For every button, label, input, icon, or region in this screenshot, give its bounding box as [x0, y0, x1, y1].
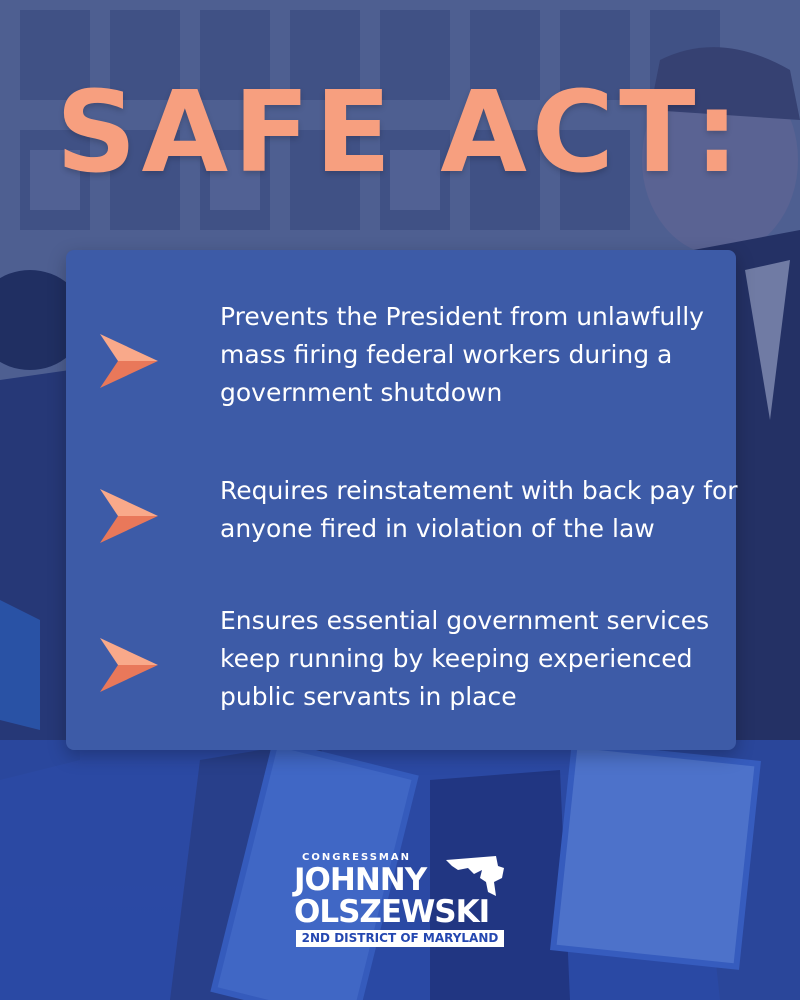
chevron-right-icon — [100, 638, 158, 692]
bullet-text: Prevents the President from unlawfully mass firing federal workers during a government shutdown — [220, 302, 704, 407]
logo-last-name: OLSZEWSKI — [294, 894, 490, 930]
bullet-text: Requires reinstatement with back pay for anyone fired in violation of the law — [220, 476, 738, 543]
logo-first-name: JOHNNY — [294, 862, 427, 898]
chevron-right-icon — [100, 334, 158, 388]
bullet-card — [66, 250, 736, 750]
congressman-logo — [294, 852, 524, 952]
logo-district: 2ND DISTRICT OF MARYLAND — [296, 930, 504, 947]
maryland-map-icon — [444, 852, 506, 898]
logo-prefix: CONGRESSMAN — [302, 852, 411, 863]
bullet-text: Ensures essential government services keep running by keeping experienced public servants in place — [220, 606, 710, 711]
headline: SAFE ACT: — [55, 68, 745, 198]
chevron-right-icon — [100, 489, 158, 543]
